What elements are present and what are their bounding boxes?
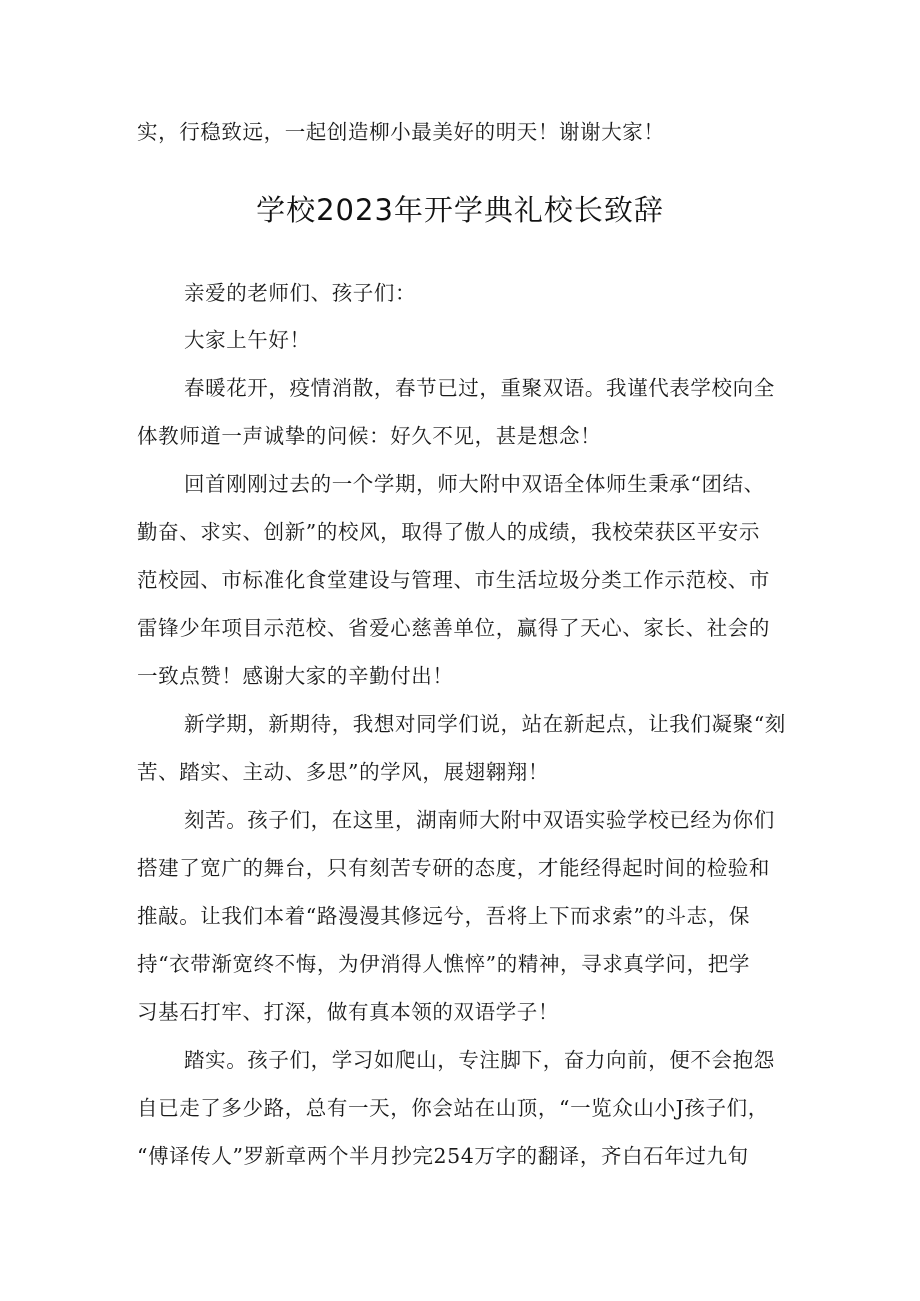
body-line: 苦、踏实、主动、多思”的学风，展翅翱翔！ <box>137 760 549 784</box>
body-line: 踏实。孩子们，学习如爬山，专注脚下，奋力向前，便不会抱怨 <box>184 1048 775 1072</box>
body-line: 体教师道一声诚挚的问候：好久不见，甚是想念！ <box>137 424 602 448</box>
greeting: 大家上午好！ <box>184 328 311 352</box>
body-line: 刻苦。孩子们，在这里，湖南师大附中双语实验学校已经为你们 <box>184 808 775 832</box>
body-line: 一致点赞！感谢大家的辛勤付出！ <box>137 664 454 688</box>
carryover-line: 实，行稳致远，一起创造柳小最美好的明天！谢谢大家！ <box>137 120 665 144</box>
body-line: 新学期，新期待，我想对同学们说，站在新起点，让我们凝聚“刻 <box>184 712 786 736</box>
body-line: 回首刚刚过去的一个学期，师大附中双语全体师生秉承“团结、 <box>184 472 765 496</box>
body-line: 持“衣带渐宽终不悔，为伊消得人憔悴”的精神，寻求真学问，把学 <box>137 952 750 976</box>
salutation: 亲爱的老师们、孩子们： <box>184 281 417 305</box>
body-line: 自已走了多少路，总有一天，你会站在山顶，“一览众山小J孩子们， <box>137 1096 769 1120</box>
body-line: “傅译传人”罗新章两个半月抄完254万字的翻译，齐白石年过九旬 <box>137 1144 749 1168</box>
body-line: 推敲。让我们本着“路漫漫其修远兮，吾将上下而求索”的斗志，保 <box>137 904 750 928</box>
body-line: 习基石打牢、打深，做有真本领的双语学子！ <box>137 1000 559 1024</box>
body-line: 春暖花开，疫情消散，春节已过，重聚双语。我谨代表学校向全 <box>184 376 775 400</box>
body-line: 范校园、市标准化食堂建设与管理、市生活垃圾分类工作示范校、市 <box>137 568 770 592</box>
body-line: 搭建了宽广的舞台，只有刻苦专研的态度，才能经得起时间的检验和 <box>137 856 770 880</box>
body-line: 雷锋少年项目示范校、省爱心慈善单位，赢得了天心、家长、社会的 <box>137 616 770 640</box>
body-line: 勤奋、求实、创新”的校风，取得了傲人的成绩，我校荣获区平安示 <box>137 520 760 544</box>
document-title: 学校2023年开学典礼校长致辞 <box>256 193 664 227</box>
